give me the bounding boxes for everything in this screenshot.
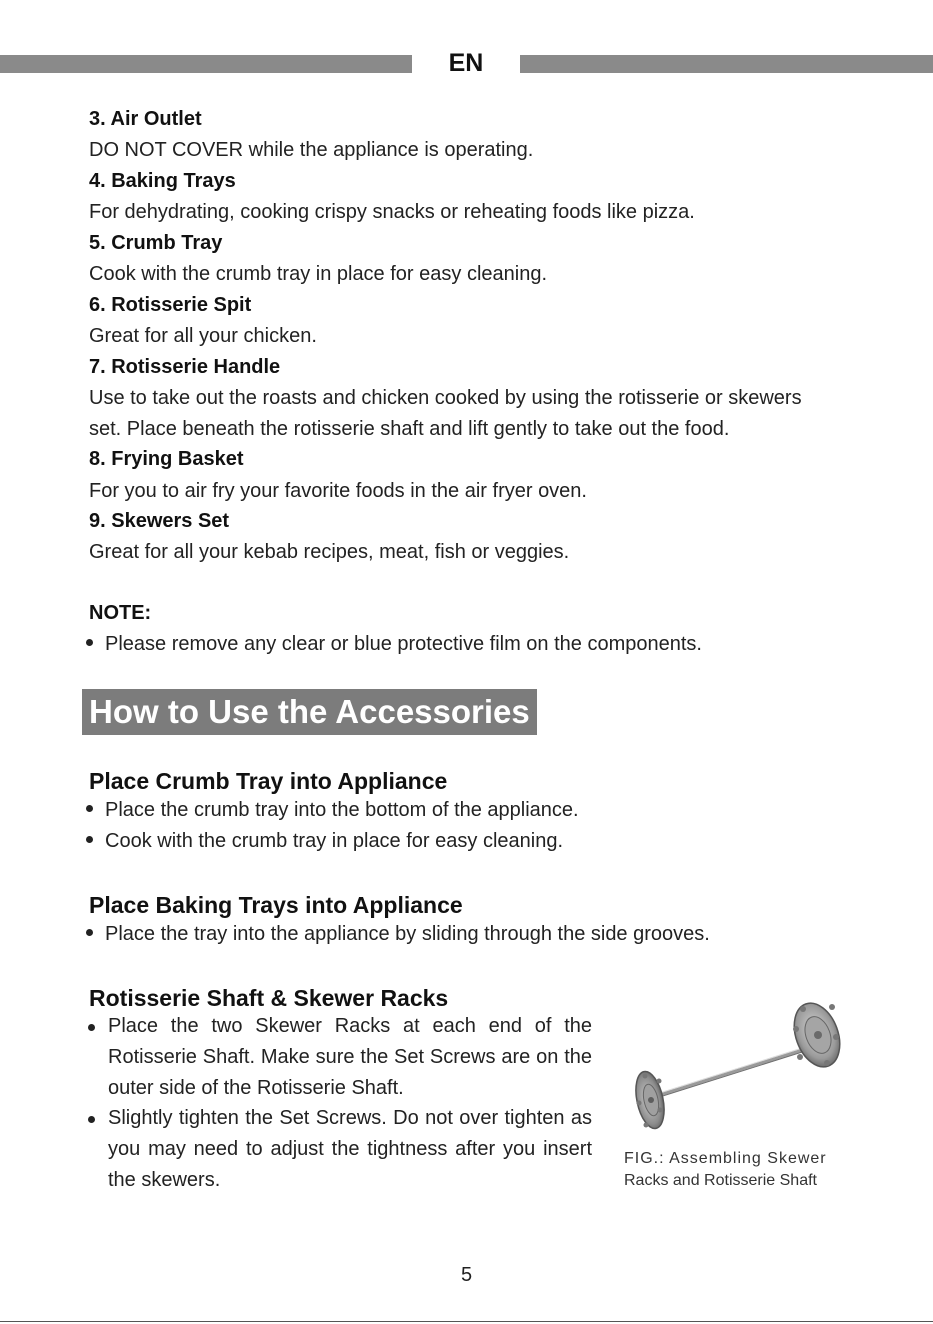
crumb-tray-bullet-2 bbox=[86, 830, 563, 853]
component-text-rotisserie-spit: Great for all your chicken. bbox=[89, 325, 317, 347]
component-text-rotisserie-handle-line1: Use to take out the roasts and chicken cooked by using the rotisserie or skewers bbox=[89, 387, 802, 409]
component-text-baking-trays: For dehydrating, cooking crispy snacks or reheating foods like pizza. bbox=[89, 201, 695, 223]
bullet-dot bbox=[86, 836, 93, 843]
component-heading-crumb-tray: 5. Crumb Tray bbox=[89, 232, 223, 254]
page-number: 5 bbox=[460, 1264, 473, 1286]
crumb-tray-bullet-1-text: Place the crumb tray into the bottom of the appliance. bbox=[105, 799, 579, 821]
rotisserie-bullet-2-text: Slightly tighten the Set Screws. Do not over tighten as you may need to adjust the tightness after you insert the skewers. bbox=[108, 1107, 592, 1191]
component-heading-rotisserie-handle: 7. Rotisserie Handle bbox=[89, 356, 281, 378]
component-text-frying-basket: For you to air fry your favorite foods in the air fryer oven. bbox=[89, 480, 587, 502]
bullet-dot bbox=[86, 929, 93, 936]
component-heading-skewers-set: 9. Skewers Set bbox=[89, 510, 230, 532]
bullet-dot bbox=[88, 1024, 95, 1031]
note-heading: NOTE: bbox=[89, 602, 152, 624]
crumb-tray-heading: Place Crumb Tray into Appliance bbox=[89, 768, 448, 794]
component-heading-rotisserie-spit: 6. Rotisserie Spit bbox=[89, 294, 252, 316]
header-bar-left bbox=[0, 55, 412, 73]
baking-trays-bullet-1-text: Place the tray into the appliance by sliding through the side grooves. bbox=[105, 923, 710, 945]
baking-trays-bullet-1 bbox=[86, 923, 710, 946]
figure-caption-line2: Racks and Rotisserie Shaft bbox=[624, 1172, 817, 1189]
header-bar-right bbox=[520, 55, 933, 73]
component-heading-frying-basket: 8. Frying Basket bbox=[89, 448, 244, 470]
note-bullet bbox=[86, 633, 702, 656]
component-heading-baking-trays: 4. Baking Trays bbox=[89, 170, 236, 192]
crumb-tray-bullet-2-text: Cook with the crumb tray in place for easy cleaning. bbox=[105, 830, 563, 852]
component-text-skewers-set: Great for all your kebab recipes, meat, fish or veggies. bbox=[89, 541, 570, 563]
bullet-dot bbox=[88, 1116, 95, 1123]
figure-caption-line1: FIG.: Assembling Skewer bbox=[624, 1150, 827, 1167]
component-text-rotisserie-handle-line2: set. Place beneath the rotisserie shaft and lift gently to take out the food. bbox=[89, 418, 730, 440]
component-heading-air-outlet: 3. Air Outlet bbox=[89, 108, 202, 130]
rotisserie-heading: Rotisserie Shaft & Skewer Racks bbox=[89, 985, 449, 1011]
section-banner: How to Use the Accessories bbox=[82, 689, 537, 735]
component-text-air-outlet: DO NOT COVER while the appliance is operating. bbox=[89, 139, 534, 161]
language-label: EN bbox=[448, 49, 484, 77]
rotisserie-bullet-1-text: Place the two Skewer Racks at each end of the Rotisserie Shaft. Make sure the Set Screws are on the outer side of the Rotisserie Shaft. bbox=[108, 1015, 592, 1099]
note-bullet-text: Please remove any clear or blue protective film on the components. bbox=[105, 633, 702, 655]
component-text-crumb-tray: Cook with the crumb tray in place for easy cleaning. bbox=[89, 263, 547, 285]
skewer-rack-left bbox=[631, 1069, 668, 1131]
baking-trays-heading: Place Baking Trays into Appliance bbox=[89, 892, 463, 918]
rotisserie-shaft-illustration bbox=[622, 995, 852, 1140]
bullet-dot bbox=[86, 639, 93, 646]
bottom-rule bbox=[0, 1321, 933, 1322]
bullet-dot bbox=[86, 805, 93, 812]
crumb-tray-bullet-1 bbox=[86, 799, 579, 822]
skewer-rack-right bbox=[786, 997, 848, 1073]
skewer-racks-figure bbox=[622, 995, 852, 1140]
